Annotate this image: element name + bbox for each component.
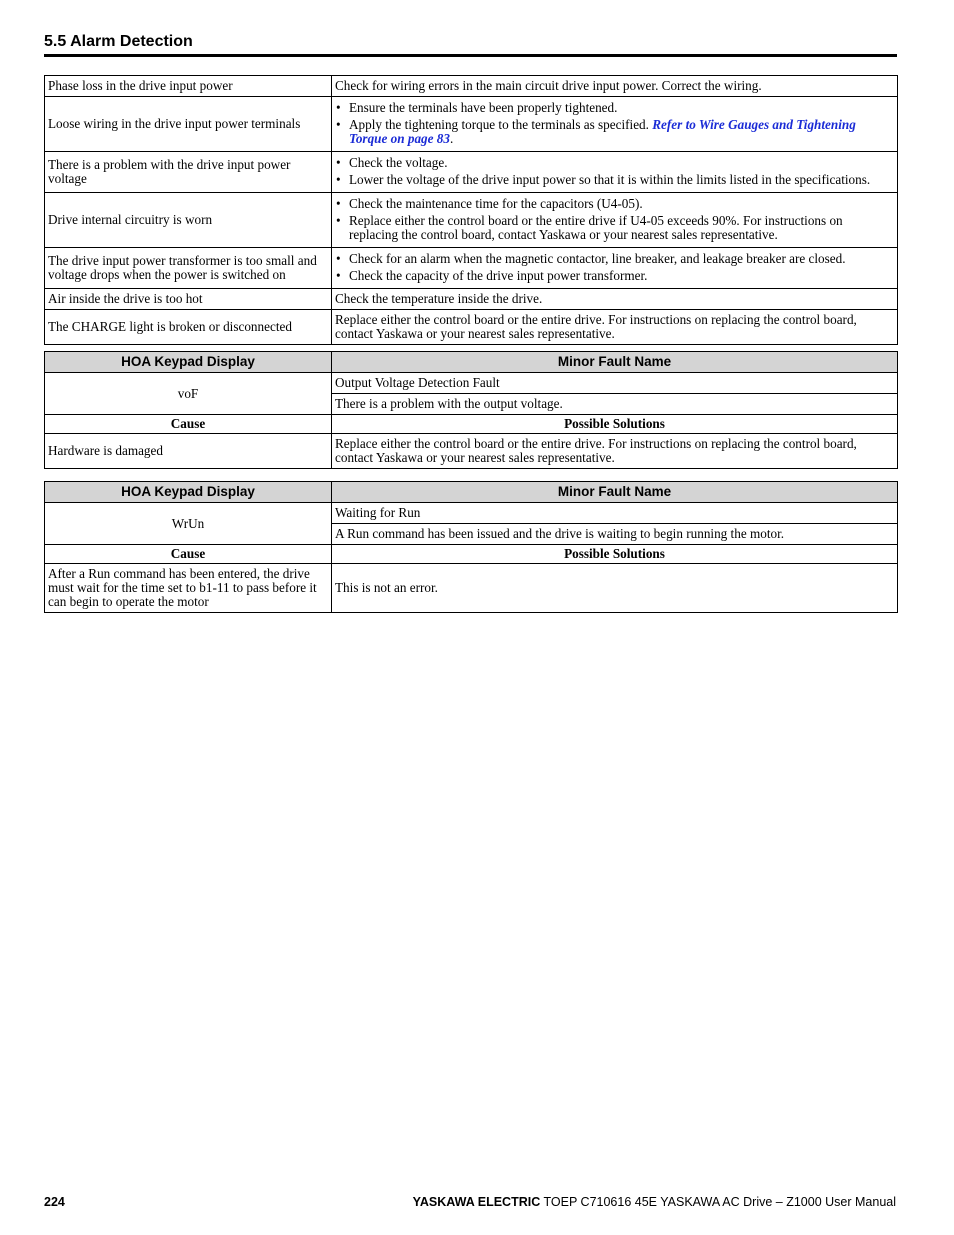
footer-brand: YASKAWA ELECTRIC	[412, 1195, 541, 1209]
footer-manual: TOEP C710616 45E YASKAWA AC Drive – Z1000 User Manual	[540, 1195, 896, 1209]
cause-cell: After a Run command has been entered, the drive must wait for the time set to b1-11 to pass before it can begin to operate the motor	[45, 564, 332, 613]
table-row	[45, 373, 898, 394]
table-row	[45, 434, 898, 469]
fault-table-vof	[44, 351, 898, 469]
solution-cell: Replace either the control board or the entire drive. For instructions on replacing the control board, contact Yaskawa or your nearest sales representative.	[332, 310, 898, 345]
solution-cell	[332, 248, 898, 289]
solution-list	[335, 156, 894, 187]
solution-cell: Check for wiring errors in the main circuit drive input power. Correct the wiring.	[332, 76, 898, 97]
list-item: • Check the capacity of the drive input power transformer.	[335, 269, 894, 283]
cause-cell: Drive internal circuitry is worn	[45, 193, 332, 248]
cause-header: Cause	[45, 415, 332, 434]
column-header: HOA Keypad Display	[45, 352, 332, 373]
list-item: • Check for an alarm when the magnetic contactor, line breaker, and leakage breaker are closed.	[335, 252, 894, 266]
table-row	[45, 503, 898, 524]
list-item: • Ensure the terminals have been properly tightened.	[335, 101, 894, 115]
cause-cell: Hardware is damaged	[45, 434, 332, 469]
table-row	[45, 248, 898, 289]
solution-list	[335, 197, 894, 242]
table-header-row	[45, 352, 898, 373]
solution-cell: Check the temperature inside the drive.	[332, 289, 898, 310]
cross-reference-link[interactable]: Refer to Wire Gauges and Tightening Torque on page 83	[349, 117, 856, 146]
cause-header: Cause	[45, 545, 332, 564]
column-header: HOA Keypad Display	[45, 482, 332, 503]
fault-name: Waiting for Run	[332, 503, 898, 524]
fault-table-wrun	[44, 481, 898, 613]
table-row	[45, 289, 898, 310]
table-row	[45, 152, 898, 193]
cause-cell: Loose wiring in the drive input power terminals	[45, 97, 332, 152]
cause-cell: Air inside the drive is too hot	[45, 289, 332, 310]
list-item	[335, 118, 894, 146]
solution-cell	[332, 193, 898, 248]
list-item: • Check the voltage.	[335, 156, 894, 170]
list-item: • Lower the voltage of the drive input power so that it is within the limits listed in the specifications.	[335, 173, 894, 187]
alarm-cause-table	[44, 75, 898, 345]
column-header: Minor Fault Name	[332, 482, 898, 503]
list-item-end: .	[450, 131, 454, 146]
solution-cell	[332, 152, 898, 193]
cause-cell: Phase loss in the drive input power	[45, 76, 332, 97]
cause-cell: The CHARGE light is broken or disconnected	[45, 310, 332, 345]
keypad-display-code: WrUn	[45, 503, 332, 545]
table-subheader-row	[45, 545, 898, 564]
solutions-header: Possible Solutions	[332, 415, 898, 434]
solution-list	[335, 252, 894, 283]
list-item: • Replace either the control board or the entire drive if U4-05 exceeds 90%. For instructions on replacing the control board, contact Yaskawa or your nearest sales representative.	[335, 214, 894, 242]
table-row	[45, 97, 898, 152]
solution-list	[335, 101, 894, 146]
table-row	[45, 310, 898, 345]
section-title: 5.5 Alarm Detection	[44, 33, 193, 50]
cause-cell: There is a problem with the drive input power voltage	[45, 152, 332, 193]
fault-name: Output Voltage Detection Fault	[332, 373, 898, 394]
footer-manual-title	[413, 1195, 896, 1209]
table-row	[45, 76, 898, 97]
table-header-row	[45, 482, 898, 503]
solution-cell: This is not an error.	[332, 564, 898, 613]
solution-cell	[332, 97, 898, 152]
table-subheader-row	[45, 415, 898, 434]
column-header: Minor Fault Name	[332, 352, 898, 373]
solution-cell: Replace either the control board or the entire drive. For instructions on replacing the control board, contact Yaskawa or your nearest sales representative.	[332, 434, 898, 469]
fault-description: A Run command has been issued and the drive is waiting to begin running the motor.	[332, 524, 898, 545]
keypad-display-code: voF	[45, 373, 332, 415]
table-row	[45, 564, 898, 613]
cause-cell: The drive input power transformer is too small and voltage drops when the power is switched on	[45, 248, 332, 289]
solutions-header: Possible Solutions	[332, 545, 898, 564]
header-rule	[44, 54, 897, 57]
table-row	[45, 193, 898, 248]
list-item-text: Apply the tightening torque to the terminals as specified.	[349, 117, 653, 132]
fault-description: There is a problem with the output voltage.	[332, 394, 898, 415]
list-item: • Check the maintenance time for the capacitors (U4-05).	[335, 197, 894, 211]
page-number: 224	[44, 1195, 65, 1209]
